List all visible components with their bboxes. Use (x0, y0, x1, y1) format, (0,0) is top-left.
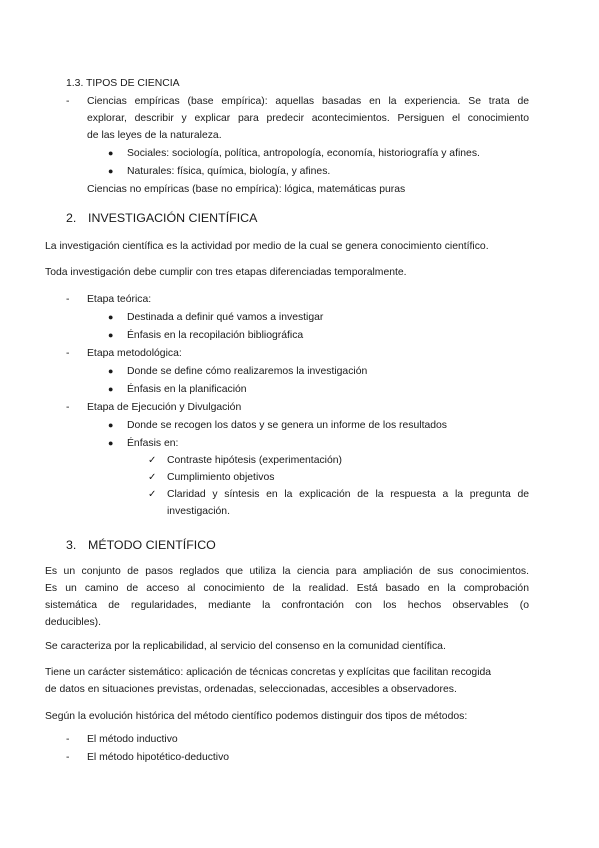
systematic-character-paragraph (45, 664, 529, 698)
bullet-icon: ● (108, 312, 114, 322)
emphasis-item: Contraste hipótesis (experimentación) (167, 455, 342, 466)
text-line: de las leyes de la naturaleza. (87, 130, 222, 141)
text-line: explorar, describir y explicar para predecir acontecimientos. Persiguen el conocimiento (87, 113, 529, 124)
research-stages-intro: Toda investigación debe cumplir con tres etapas diferenciadas temporalmente. (45, 267, 407, 278)
stage-item: Énfasis en la planificación (127, 384, 247, 395)
check-icon: ✓ (148, 489, 157, 500)
section-2-heading: INVESTIGACIÓN CIENTÍFICA (88, 211, 258, 225)
stage-item: Énfasis en la recopilación bibliográfica (127, 330, 304, 341)
bullet-icon: ● (108, 420, 114, 430)
text-line: Tiene un carácter sistemático: aplicación de técnicas concretas y explícitas que facilitan recogida (45, 667, 492, 678)
dash-marker: - (66, 752, 70, 763)
text-line: Es un conjunto de pasos reglados que utiliza la ciencia para ampliación de sus conocimientos. (45, 566, 529, 577)
section-2-number: 2. (66, 211, 77, 225)
scientific-method-definition (45, 563, 529, 631)
bullet-icon: ● (108, 384, 114, 394)
emphasis-item-continuation: investigación. (167, 506, 230, 517)
dash-marker: - (66, 294, 70, 305)
dash-marker: - (66, 348, 70, 359)
social-sciences-item: Sociales: sociología, política, antropología, economía, historiografía y afines. (127, 148, 480, 159)
stage-item: Donde se recogen los datos y se genera un informe de los resultados (127, 420, 447, 431)
check-icon: ✓ (148, 455, 157, 466)
stage-item: Énfasis en: (127, 438, 179, 449)
check-icon: ✓ (148, 472, 157, 483)
non-empirical-sciences: Ciencias no empíricas (base no empírica): lógica, matemáticas puras (87, 184, 406, 195)
natural-sciences-item: Naturales: física, química, biología, y afines. (127, 166, 331, 177)
dash-marker: - (66, 734, 70, 745)
bullet-icon: ● (108, 438, 114, 448)
stage-item: Destinada a definir qué vamos a investigar (127, 312, 324, 323)
bullet-icon: ● (108, 148, 114, 158)
section-1-3-heading: 1.3. TIPOS DE CIENCIA (66, 78, 180, 89)
stage-methodological-label: Etapa metodológica: (87, 348, 182, 359)
text-line: Ciencias empíricas (base empírica): aquellas basadas en la experiencia. Se trata de (87, 96, 529, 107)
bullet-icon: ● (108, 366, 114, 376)
stage-item: Donde se define cómo realizaremos la investigación (127, 366, 368, 377)
stage-execution-label: Etapa de Ejecución y Divulgación (87, 402, 242, 413)
bullet-icon: ● (108, 166, 114, 176)
dash-marker: - (66, 96, 70, 107)
replicability-paragraph: Se caracteriza por la replicabilidad, al servicio del consenso en la comunidad científica. (45, 641, 446, 652)
method-types-intro: Según la evolución histórica del método científico podemos distinguir dos tipos de métodos: (45, 711, 468, 722)
empirical-sciences-paragraph (87, 93, 529, 144)
text-line: deducibles). (45, 617, 102, 628)
stage-theoretical-label: Etapa teórica: (87, 294, 152, 305)
text-line: de datos en situaciones previstas, ordenadas, seleccionadas, accesibles a observadores. (45, 684, 457, 695)
inductive-method-item: El método inductivo (87, 734, 178, 745)
section-3-heading: MÉTODO CIENTÍFICO (88, 538, 216, 552)
emphasis-item: Claridad y síntesis en la explicación de la respuesta a la pregunta de (167, 489, 529, 500)
section-3-number: 3. (66, 538, 77, 552)
bullet-icon: ● (108, 330, 114, 340)
text-line: Es un camino de acceso al conocimiento de la realidad. Está basado en la comprobación (45, 583, 529, 594)
text-line: sistemática de regularidades, mediante la confrontación con los hechos observables (o (45, 600, 529, 611)
emphasis-item: Cumplimiento objetivos (167, 472, 275, 483)
hypothetico-deductive-method-item: El método hipotético-deductivo (87, 752, 230, 763)
research-definition: La investigación científica es la actividad por medio de la cual se genera conocimiento científico. (45, 241, 489, 252)
dash-marker: - (66, 402, 70, 413)
